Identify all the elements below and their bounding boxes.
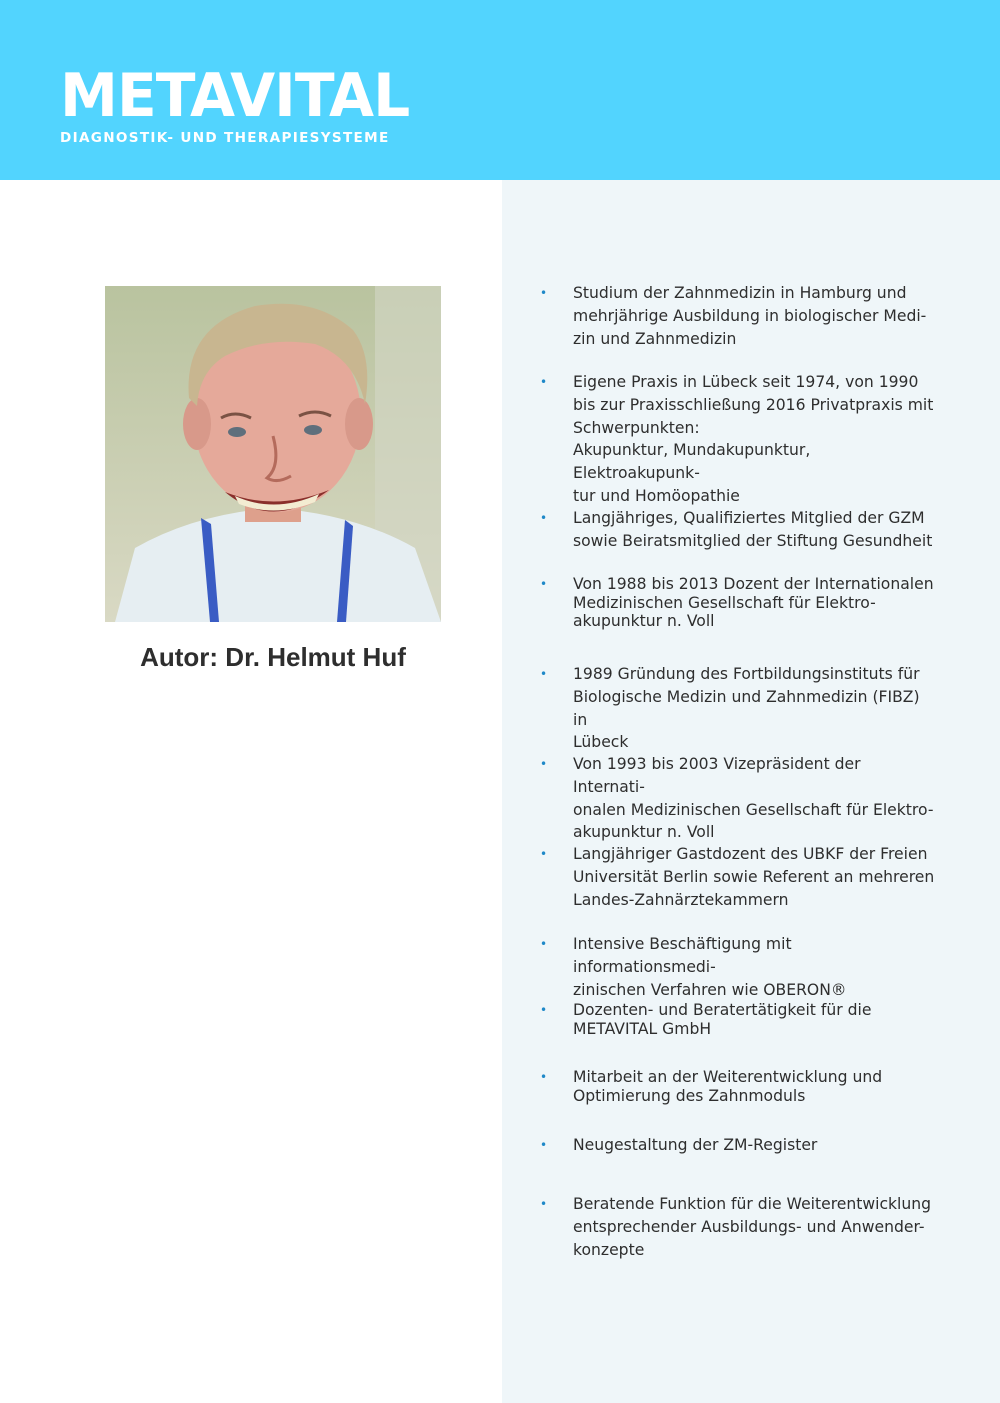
bullet-icon: • — [540, 375, 548, 389]
bio-item-vizepraesident — [540, 753, 935, 844]
bullet-icon: • — [540, 1138, 548, 1152]
bio-item-zm-register — [540, 1134, 935, 1157]
metavital-logo — [60, 61, 420, 146]
bio-item-text: Studium der Zahnmedizin in Hamburg und mehrjährige Ausbildung in biologischer Medi- zin und Zahnmedizin — [573, 284, 927, 348]
author-photo — [105, 286, 441, 622]
bio-item-metavital — [540, 1001, 935, 1038]
author-name: Autor: Dr. Helmut Huf — [140, 642, 406, 672]
logo-wordmark: METAVITAL — [60, 61, 410, 131]
bio-item-text: 1989 Gründung des Fortbildungsinstituts für Biologische Medizin und Zahnmedizin (FIBZ) in Lübeck — [573, 665, 920, 752]
bio-item-beratung — [540, 1193, 935, 1261]
bio-item-text: Langjähriger Gastdozent des UBKF der Freien Universität Berlin sowie Referent an mehreren Landes-Zahnärztekammern — [573, 845, 935, 909]
logo-tagline: DIAGNOSTIK- UND THERAPIESYSTEME — [60, 130, 390, 146]
header-banner — [0, 0, 1000, 180]
bullet-icon: • — [540, 1197, 548, 1211]
bio-item-text: Eigene Praxis in Lübeck seit 1974, von 1990 bis zur Praxisschließung 2016 Privatpraxis mit Schwerpunkten: Akupunktur, Mundakupunktur, Elektroakupunk- tur und Homöopathie — [573, 373, 934, 505]
bio-item-text: Mitarbeit an der Weiterentwicklung und Optimierung des Zahnmoduls — [573, 1068, 883, 1105]
bullet-icon: • — [540, 1070, 548, 1084]
bullet-icon: • — [540, 286, 548, 300]
bio-item-oberon — [540, 933, 935, 1001]
bio-item-text: Von 1988 bis 2013 Dozent der Internationalen Medizinischen Gesellschaft für Elektro- akupunktur n. Voll — [573, 575, 934, 630]
bullet-icon: • — [540, 577, 548, 591]
bullet-icon: • — [540, 757, 548, 771]
bio-item-text: Intensive Beschäftigung mit informationsmedi- zinischen Verfahren wie OBERON® — [573, 935, 847, 999]
bio-item-text: Langjähriges, Qualifiziertes Mitglied der GZM sowie Beiratsmitglied der Stiftung Gesundheit — [573, 509, 933, 550]
portrait-photo-icon — [105, 286, 441, 622]
bio-item-text: Beratende Funktion für die Weiterentwicklung entsprechender Ausbildungs- und Anwender- konzepte — [573, 1195, 932, 1259]
bio-item-fibz — [540, 663, 935, 754]
bio-item-text: Von 1993 bis 2003 Vizepräsident der Internati- onalen Medizinischen Gesellschaft für Elektro- akupunktur n. Voll — [573, 755, 934, 842]
bio-item-zahnmodul — [540, 1068, 935, 1105]
bio-item-text: Neugestaltung der ZM-Register — [573, 1136, 818, 1154]
bullet-icon: • — [540, 937, 548, 951]
bullet-icon: • — [540, 847, 548, 861]
bio-item-studium — [540, 282, 935, 350]
bio-item-dozent — [540, 575, 935, 631]
bio-item-praxis — [540, 371, 935, 508]
bullet-icon: • — [540, 1003, 548, 1017]
bio-item-gzm — [540, 507, 935, 553]
bullet-icon: • — [540, 667, 548, 681]
bio-item-text: Dozenten- und Beratertätigkeit für die METAVITAL GmbH — [573, 1001, 872, 1038]
bullet-icon: • — [540, 511, 548, 525]
bio-item-gastdozent — [540, 843, 935, 911]
